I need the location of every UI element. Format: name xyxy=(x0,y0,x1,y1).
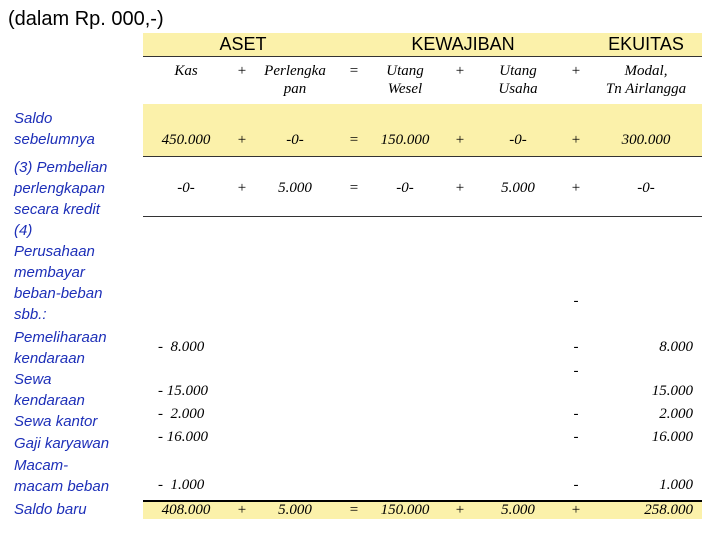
cell-kas: - 15.000 xyxy=(158,383,208,399)
cell-perlengkapan: -0- xyxy=(286,132,304,148)
unit-caption: (dalam Rp. 000,-) xyxy=(8,8,164,30)
cell-utang-usaha: 5.000 xyxy=(501,180,535,196)
col-perlengkapan: Perlengka pan xyxy=(264,63,326,97)
op-plus: + xyxy=(237,132,247,148)
row-label-sewa-kantor: Sewa kantor xyxy=(14,413,98,430)
col-modal: Modal, Tn Airlangga xyxy=(605,63,687,97)
cell-modal: 258.000 xyxy=(644,502,693,518)
cell-kas: - 1.000 xyxy=(158,477,205,493)
op-equals: = xyxy=(349,63,359,79)
cell-kas: 450.000 xyxy=(161,132,211,148)
op-equals: = xyxy=(349,180,359,196)
op-plus: + xyxy=(571,502,581,518)
op-equals: = xyxy=(349,502,359,518)
op-dash: - xyxy=(573,339,579,355)
op-dash: - xyxy=(573,429,579,445)
op-plus: + xyxy=(571,132,581,148)
cell-modal: 2.000 xyxy=(659,406,693,422)
op-plus: + xyxy=(237,63,247,79)
op-plus: + xyxy=(571,63,581,79)
op-dash: - xyxy=(573,477,579,493)
group-ekuitas: EKUITAS xyxy=(608,34,684,54)
col-utang-usaha: Utang Usaha xyxy=(498,63,538,97)
row-label-pemeliharaan: Pemeliharaan kendaraan xyxy=(14,329,107,367)
op-plus: + xyxy=(455,132,465,148)
op-plus: + xyxy=(455,502,465,518)
cell-kas: 408.000 xyxy=(161,502,211,518)
cell-kas: - 16.000 xyxy=(158,429,208,445)
row-label-gaji: Gaji karyawan xyxy=(14,435,110,452)
cell-modal: 300.000 xyxy=(621,132,671,148)
col-utang-wesel: Utang Wesel xyxy=(386,63,424,97)
cell-utang-wesel: 150.000 xyxy=(380,502,430,518)
cell-modal: 8.000 xyxy=(659,339,693,355)
row-label-sewa-kendaraan: Sewa kendaraan xyxy=(14,371,85,409)
op-dash: - xyxy=(573,406,579,422)
header-divider xyxy=(143,56,702,57)
group-aset: ASET xyxy=(219,34,267,54)
op-plus: + xyxy=(455,63,465,79)
row-label-saldo-sebelumnya: Saldo sebelumnya xyxy=(14,110,95,148)
row-label-pembelian: (3) Pembelian perlengkapan secara kredit xyxy=(14,159,108,218)
op-plus: + xyxy=(237,180,247,196)
cell-modal: 15.000 xyxy=(651,383,693,399)
cell-modal: 1.000 xyxy=(659,477,693,493)
cell-kas: - 2.000 xyxy=(158,406,205,422)
op-dash: - xyxy=(573,293,579,309)
row-divider xyxy=(143,156,702,157)
col-kas: Kas xyxy=(174,63,198,79)
cell-utang-usaha: 5.000 xyxy=(501,502,535,518)
row-label-saldo-baru: Saldo baru xyxy=(14,501,87,518)
cell-utang-wesel: 150.000 xyxy=(380,132,430,148)
op-equals: = xyxy=(349,132,359,148)
op-plus: + xyxy=(455,180,465,196)
cell-modal: -0- xyxy=(637,180,655,196)
op-plus: + xyxy=(571,180,581,196)
cell-perlengkapan: 5.000 xyxy=(278,180,312,196)
row-label-macam-beban: Macam- macam beban xyxy=(14,457,110,495)
row-label-beban: (4) Perusahaan membayar beban-beban sbb.: xyxy=(14,222,103,323)
cell-kas: -0- xyxy=(177,180,195,196)
cell-utang-wesel: -0- xyxy=(396,180,414,196)
cell-perlengkapan: 5.000 xyxy=(278,502,312,518)
op-plus: + xyxy=(237,502,247,518)
cell-utang-usaha: -0- xyxy=(509,132,527,148)
row-divider xyxy=(143,216,702,217)
cell-modal: 16.000 xyxy=(651,429,693,445)
op-dash: - xyxy=(573,363,579,379)
group-kewajiban: KEWAJIBAN xyxy=(411,34,515,54)
cell-kas: - 8.000 xyxy=(158,339,205,355)
